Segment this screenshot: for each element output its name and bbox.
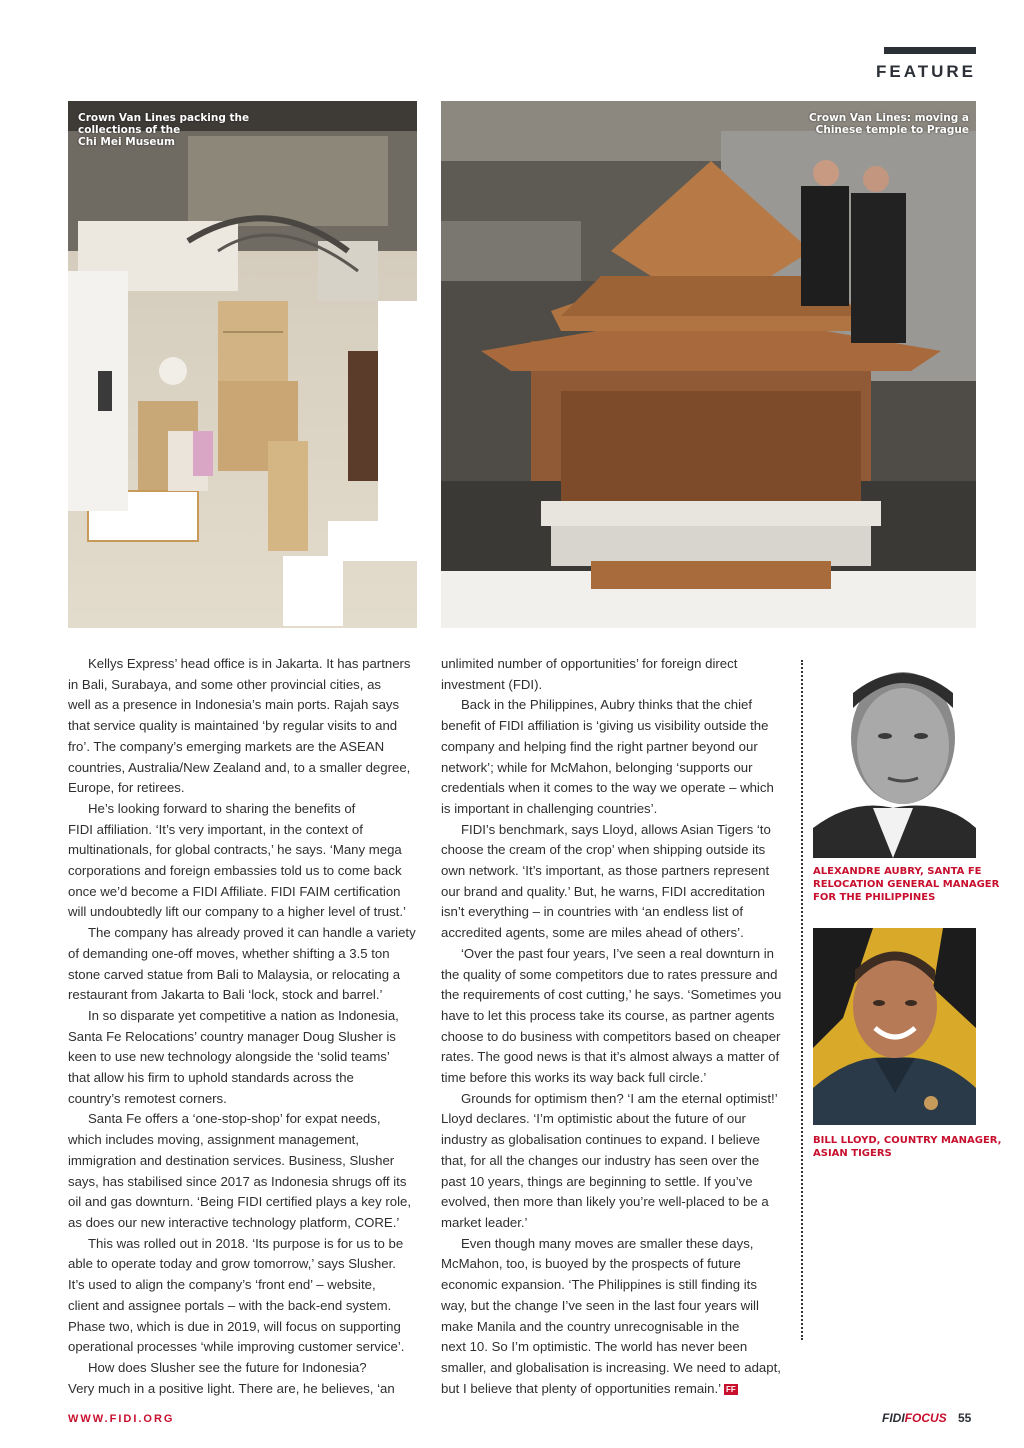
text-line: credentials when it comes to the way we operate – which bbox=[441, 780, 774, 796]
text-line: the quality of some competitors due to rates pressure and bbox=[441, 966, 778, 982]
text-line: multinationals, for global contracts,’ he says. ‘Many mega bbox=[68, 842, 402, 858]
aubry-caption bbox=[813, 865, 999, 904]
caption-line: Crown Van Lines: moving a bbox=[808, 112, 969, 124]
text-line: unlimited number of opportunities’ for foreign direct bbox=[441, 656, 738, 671]
caption-line: ALEXANDRE AUBRY, SANTA FE bbox=[813, 866, 982, 877]
text-line: This was rolled out in 2018. ‘Its purpose is for us to be bbox=[88, 1235, 404, 1251]
text-line: of demanding one-off moves, whether shifting a 3.5 ton bbox=[68, 945, 390, 961]
section-bar bbox=[884, 47, 976, 54]
text-line: The company has already proved it can handle a variety bbox=[88, 925, 416, 941]
paragraph bbox=[68, 654, 423, 799]
text-line: which includes moving, assignment management, bbox=[68, 1132, 360, 1148]
paragraph bbox=[68, 1006, 423, 1110]
text-fragment: but I believe that plenty of opportunities remain.’ bbox=[441, 1380, 722, 1396]
text-line: smaller, and globalisation is increasing. We need to adapt, bbox=[441, 1359, 781, 1375]
text-line: company and helping find the right partner beyond our bbox=[441, 738, 758, 754]
text-line: FIDI affiliation. ‘It’s very important, in the context of bbox=[68, 821, 363, 837]
text-line: make Manila and the country unrecognisable in the bbox=[441, 1318, 740, 1334]
text-line: country’s remotest corners. bbox=[68, 1090, 227, 1106]
museum-packing-photo bbox=[68, 101, 417, 628]
text-line: that allow his firm to uphold standards across the bbox=[68, 1070, 354, 1086]
text-line: Lloyd declares. ‘I’m optimistic about the future of our bbox=[441, 1111, 746, 1127]
brand-focus: FOCUS bbox=[904, 1411, 947, 1425]
paragraph bbox=[68, 1234, 423, 1358]
paragraph bbox=[441, 1234, 796, 1400]
page-number: 55 bbox=[958, 1411, 972, 1425]
text-line: the requirements of cost cutting,’ he says. ‘Sometimes you bbox=[441, 987, 782, 1003]
text-line: Even though many moves are smaller these days, bbox=[461, 1235, 754, 1251]
footer-brand-logo bbox=[882, 1411, 947, 1425]
paragraph bbox=[68, 799, 423, 923]
text-line: able to operate today and grow tomorrow,’ says Slusher. bbox=[68, 1256, 396, 1272]
text-line: past 10 years, things are beginning to settle. If you’ve bbox=[441, 1173, 753, 1189]
caption-line: Chinese temple to Prague bbox=[815, 124, 969, 136]
paragraph bbox=[68, 1109, 423, 1233]
aubry-portrait-illustration bbox=[813, 658, 976, 858]
text-line: will undoubtedly lift our company to a higher level of trust.’ bbox=[68, 904, 406, 920]
caption-line: FOR THE PHILIPPINES bbox=[813, 892, 936, 903]
text-line: corporations and foreign embassies told us to come back bbox=[68, 863, 402, 879]
text-line: once we’d become a FIDI Affiliate. FIDI FAIM certification bbox=[68, 883, 401, 899]
text-line: Grounds for optimism then? ‘I am the eternal optimist!’ bbox=[461, 1090, 778, 1106]
aubry-portrait bbox=[813, 658, 976, 858]
text-line: investment (FDI). bbox=[441, 676, 543, 692]
lloyd-portrait-illustration bbox=[813, 928, 976, 1125]
article-column-2 bbox=[441, 654, 796, 1399]
museum-packing-illustration bbox=[68, 101, 417, 628]
text-line: restaurant from Jakarta to Bali ‘lock, stock and barrel.’ bbox=[68, 987, 383, 1003]
text-line: evolved, then more than likely you’re well-placed to be a bbox=[441, 1194, 769, 1210]
text-line: well as a presence in Indonesia’s main ports. Rajah says bbox=[68, 697, 400, 713]
text-line: immigration and destination services. Business, Slusher bbox=[68, 1152, 395, 1168]
column-divider bbox=[801, 660, 803, 1340]
paragraph bbox=[441, 1089, 796, 1234]
lloyd-portrait bbox=[813, 928, 976, 1125]
text-line: accredited agents, some are miles ahead of others’. bbox=[441, 925, 744, 941]
paragraph bbox=[441, 820, 796, 944]
brand-fidi: FIDI bbox=[882, 1411, 905, 1425]
text-line: way, but the change I’ve seen in the last four years will bbox=[441, 1297, 759, 1313]
text-line: stone carved statue from Bali to Malaysia, or relocating a bbox=[68, 966, 401, 982]
text-line: client and assignee portals – with the back-end system. bbox=[68, 1297, 392, 1313]
lloyd-caption bbox=[813, 1134, 1001, 1160]
text-line: FIDI’s benchmark, says Lloyd, allows Asian Tigers ‘to bbox=[461, 821, 771, 837]
text-line: Kellys Express’ head office is in Jakarta. It has partners bbox=[88, 656, 411, 671]
caption-line: ASIAN TIGERS bbox=[813, 1148, 892, 1159]
temple-photo-caption bbox=[809, 112, 969, 136]
text-line: In so disparate yet competitive a nation as Indonesia, bbox=[88, 1007, 399, 1023]
end-of-article-mark: FF bbox=[726, 1384, 736, 1394]
museum-photo-caption bbox=[78, 112, 249, 148]
text-line: that service quality is maintained ‘by regular visits to and bbox=[68, 718, 398, 734]
text-line: rates. The good news is that it’s almost always a matter of bbox=[441, 1049, 780, 1065]
text-line: Santa Fe Relocations’ country manager Doug Slusher is bbox=[68, 1028, 396, 1044]
text-line: fro’. The company’s emerging markets are the ASEAN bbox=[68, 738, 385, 754]
text-line: industry as globalisation continues to expand. I believe bbox=[441, 1132, 760, 1148]
text-line: own network. ‘It’s important, as those partners represent bbox=[441, 863, 770, 879]
paragraph bbox=[441, 654, 796, 695]
caption-line: collections of the bbox=[78, 124, 181, 136]
text-line: operational processes ‘while improving customer service’. bbox=[68, 1339, 405, 1355]
text-line: He’s looking forward to sharing the benefits of bbox=[88, 800, 356, 816]
text-line: Europe, for retirees. bbox=[68, 780, 185, 796]
article-column-1 bbox=[68, 654, 423, 1399]
text-line: next 10. So I’m optimistic. The world has never been bbox=[441, 1339, 748, 1355]
text-line: our brand and quality.’ But, he warns, FIDI accreditation bbox=[441, 883, 765, 899]
text-line: have to let this process take its course, as partner agents bbox=[441, 1007, 775, 1023]
caption-line: RELOCATION GENERAL MANAGER bbox=[813, 879, 1000, 890]
text-line: How does Slusher see the future for Indonesia? bbox=[88, 1359, 367, 1375]
text-line: Santa Fe offers a ‘one-stop-shop’ for expat needs, bbox=[88, 1111, 381, 1127]
caption-line: BILL LLOYD, COUNTRY MANAGER, bbox=[813, 1135, 1002, 1146]
text-line: choose to do business with competitors based on cheaper bbox=[441, 1028, 781, 1044]
text-line bbox=[441, 1379, 796, 1400]
section-label: FEATURE bbox=[875, 62, 976, 81]
text-line: oil and gas downturn. ‘Being FIDI certified plays a key role, bbox=[68, 1194, 412, 1210]
temple-move-photo bbox=[441, 101, 976, 628]
text-line: says, has stabilised since 2017 as Indonesia shrugs off its bbox=[68, 1173, 407, 1189]
paragraph bbox=[68, 1358, 423, 1399]
text-line: benefit of FIDI affiliation is ‘giving us visibility outside the bbox=[441, 718, 769, 734]
text-line: isn’t everything – in countries with ‘an endless list of bbox=[441, 904, 743, 920]
text-line: ‘Over the past four years, I’ve seen a real downturn in bbox=[461, 945, 774, 961]
text-line: as does our new interactive technology platform, CORE.’ bbox=[68, 1214, 400, 1230]
text-line: time before this works its way back full circle.’ bbox=[441, 1070, 707, 1086]
paragraph bbox=[441, 944, 796, 1089]
text-line: McMahon, too, is buoyed by the prospects of future bbox=[441, 1256, 741, 1272]
text-line: economic expansion. ‘The Philippines is still finding its bbox=[441, 1277, 757, 1293]
footer-url[interactable]: WWW.FIDI.ORG bbox=[68, 1413, 175, 1425]
text-line: market leader.’ bbox=[441, 1214, 528, 1230]
text-line: is important in challenging countries’. bbox=[441, 800, 658, 816]
caption-line: Chi Mei Museum bbox=[78, 136, 175, 148]
text-line: keen to use new technology alongside the ‘solid teams’ bbox=[68, 1049, 390, 1065]
text-line: choose the cream of the crop’ when shipping outside its bbox=[441, 842, 766, 858]
caption-line: Crown Van Lines packing the bbox=[78, 112, 250, 124]
temple-illustration bbox=[441, 101, 976, 628]
text-line: Very much in a positive light. There are, he believes, ‘an bbox=[68, 1380, 395, 1396]
text-line: in Bali, Surabaya, and some other provincial cities, as bbox=[68, 676, 381, 692]
paragraph bbox=[441, 695, 796, 819]
text-line: countries, Australia/New Zealand and, to a smaller degree, bbox=[68, 759, 411, 775]
text-line: Phase two, which is due in 2019, will focus on supporting bbox=[68, 1318, 401, 1334]
text-line: Back in the Philippines, Aubry thinks that the chief bbox=[461, 697, 753, 713]
text-line: that, for all the changes our industry has seen over the bbox=[441, 1152, 760, 1168]
text-line: It’s used to align the company’s ‘front end’ – website, bbox=[68, 1277, 376, 1293]
paragraph bbox=[68, 923, 423, 1006]
text-line: network’; while for McMahon, belonging ‘supports our bbox=[441, 759, 753, 775]
